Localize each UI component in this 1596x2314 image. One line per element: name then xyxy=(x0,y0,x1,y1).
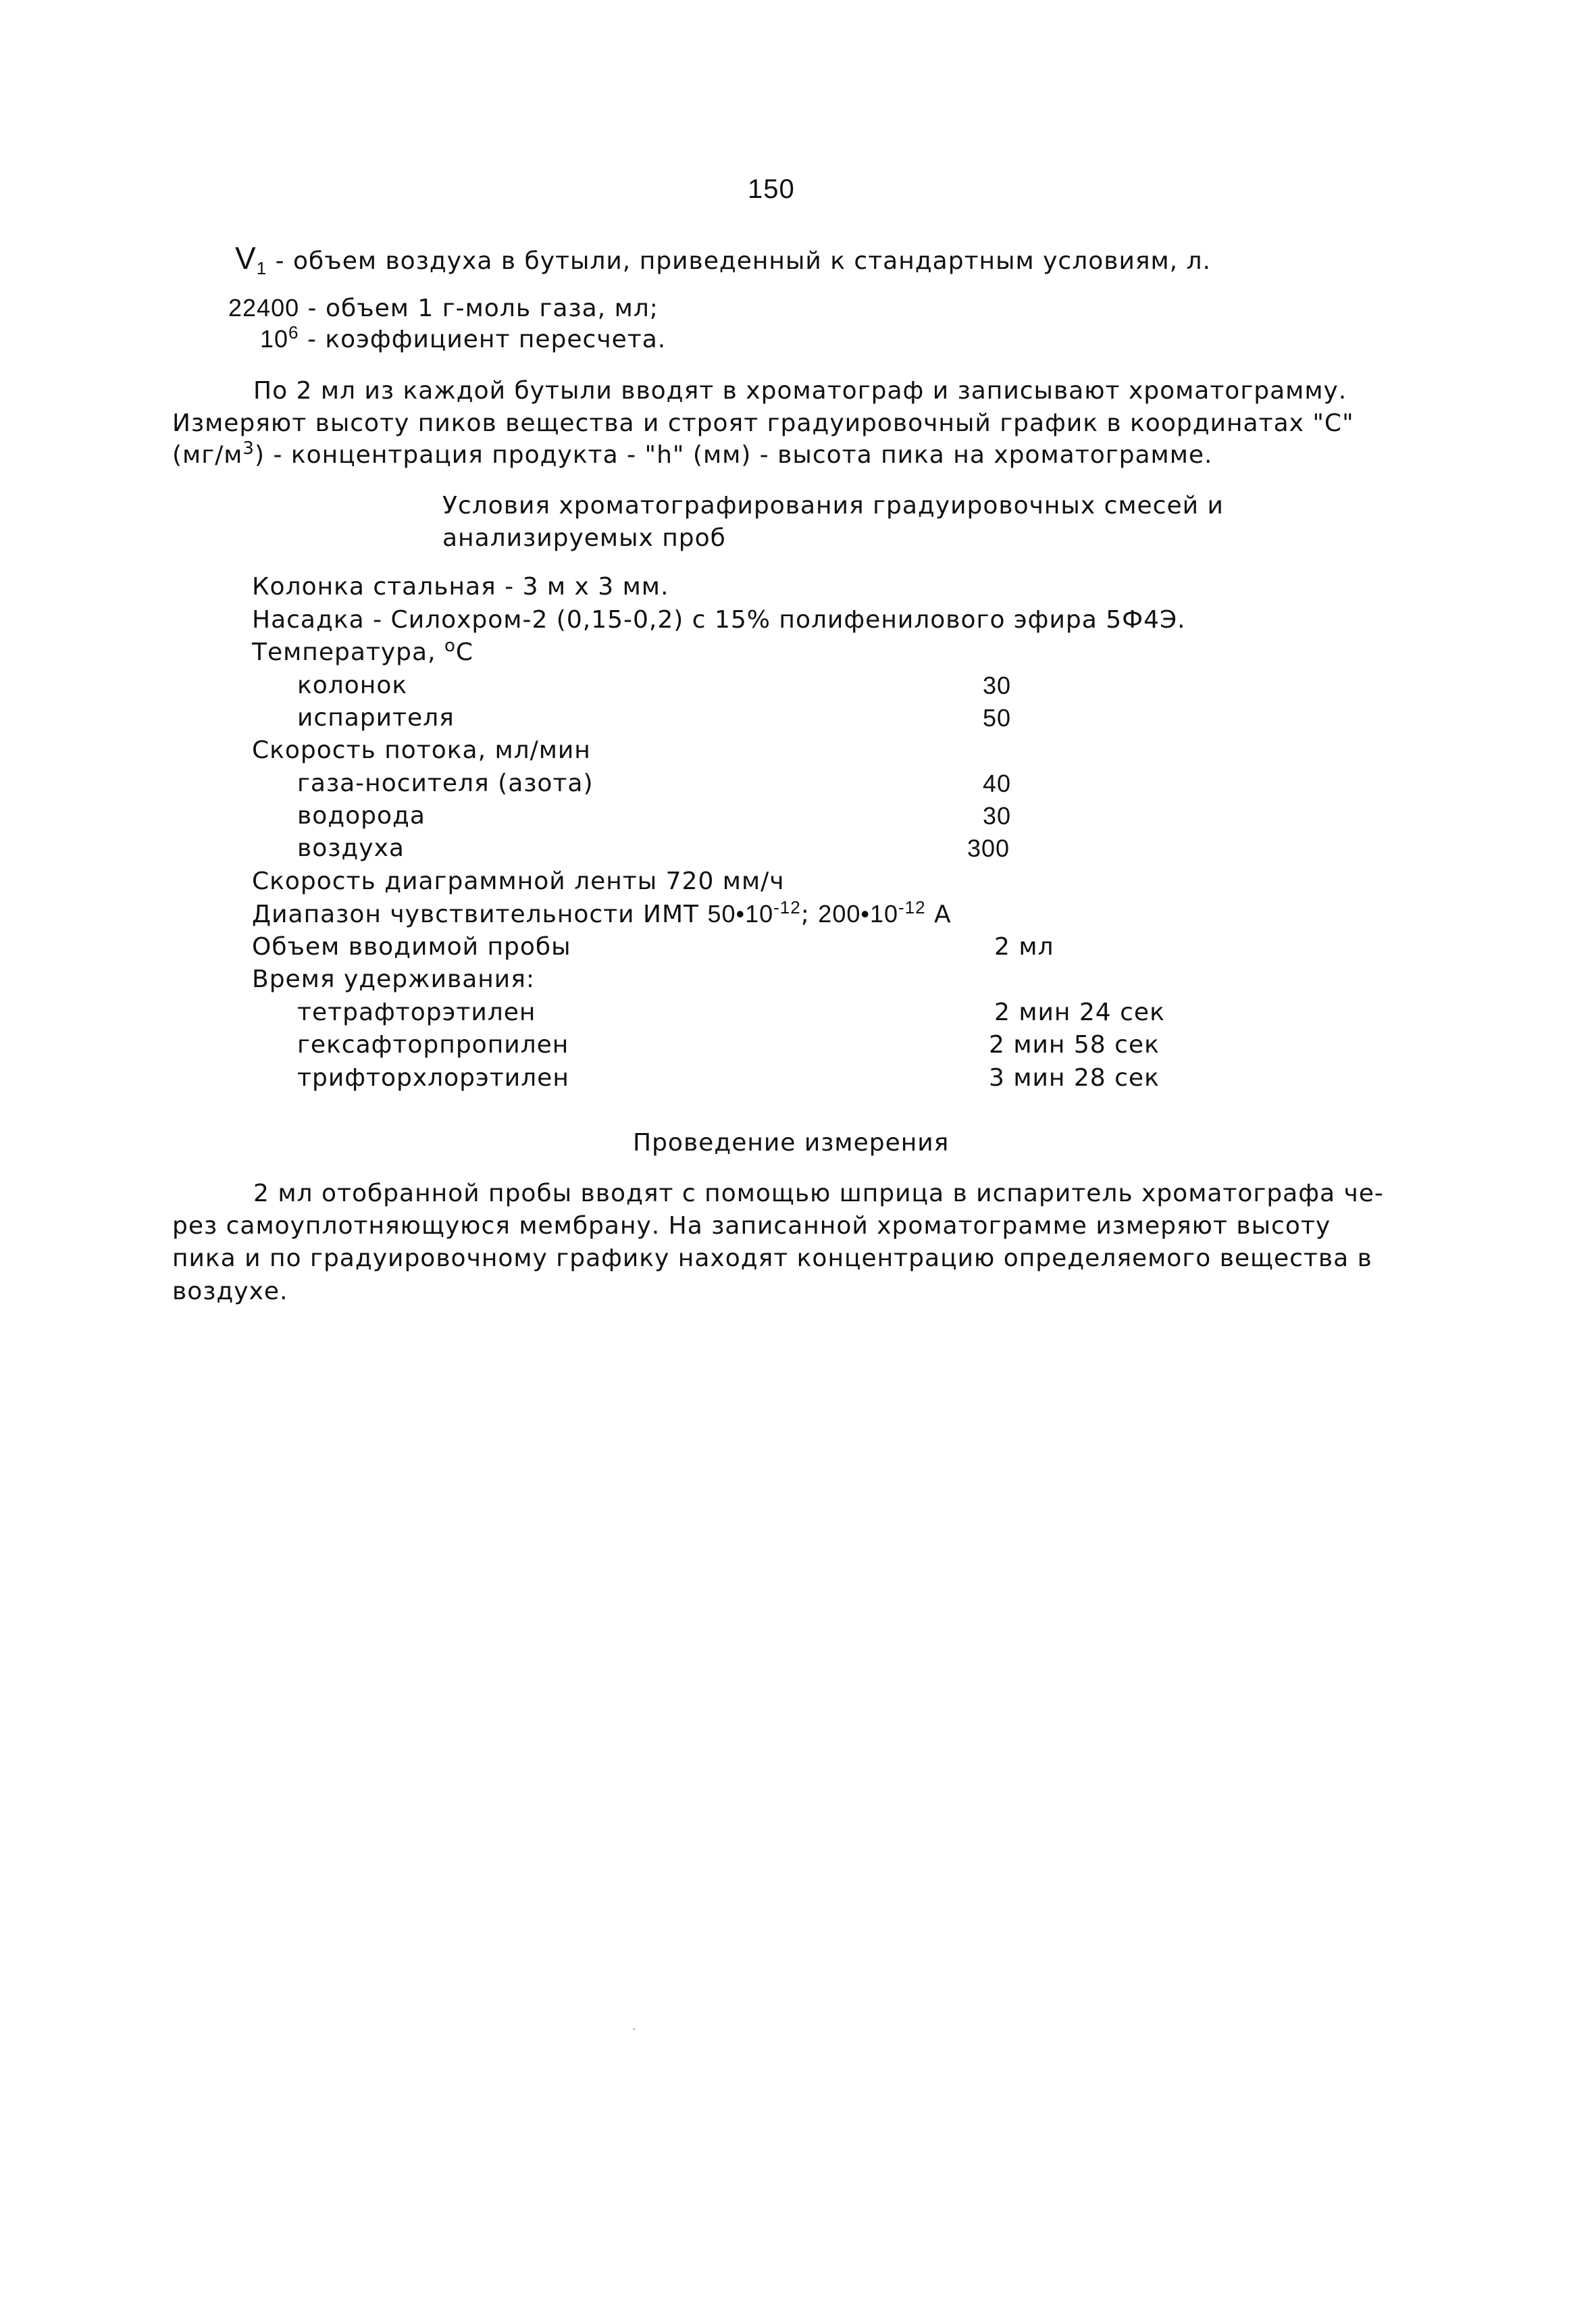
intro-line-3-start: (мг/м xyxy=(172,441,243,469)
definition-22400 xyxy=(228,293,659,324)
retention-ctfe-value: 3 мин 28 сек xyxy=(989,1064,1160,1092)
sensitivity-unit: А xyxy=(925,901,952,928)
definition-superscript: 6 xyxy=(288,322,299,343)
retention-tfe-label: тетрафторэтилен xyxy=(297,999,536,1026)
sensitivity-b-base: 200•10 xyxy=(818,900,899,928)
definition-symbol: 10 xyxy=(260,325,289,353)
temperature-unit: С xyxy=(455,638,474,666)
retention-label: Время удерживания: xyxy=(252,965,535,993)
sensitivity-label: Диапазон чувствительности ИМТ xyxy=(252,901,708,928)
definition-symbol: 22400 xyxy=(228,294,300,322)
flow-air-value: 300 xyxy=(967,834,1010,862)
sensitivity-line xyxy=(252,899,952,930)
intro-line-3-end: ) - концентрация продукта - "h" (мм) - высота пика на хроматограмме. xyxy=(254,441,1213,469)
flow-hydrogen-label: водорода xyxy=(297,802,426,830)
sensitivity-separator: ; xyxy=(800,901,819,928)
definition-10-6 xyxy=(260,324,666,355)
intro-superscript: 3 xyxy=(242,438,255,459)
temperature-label xyxy=(252,638,473,668)
flow-carrier-label: газа-носителя (азота) xyxy=(297,770,594,797)
sensitivity-b-exponent: -12 xyxy=(898,897,926,917)
retention-hfp-label: гексафторпропилен xyxy=(297,1031,569,1059)
sensitivity-a-base: 50•10 xyxy=(707,900,774,928)
flow-carrier-value: 40 xyxy=(983,770,1012,797)
intro-line-1: По 2 мл из каждой бутыли вводят в хроматограф и записывают хроматограмму. xyxy=(253,377,1347,405)
packing-line: Насадка - Силохром-2 (0,15-0,2) с 15% полифенилового эфира 5Ф4Э. xyxy=(252,606,1186,634)
temp-columns-value: 30 xyxy=(983,672,1012,699)
flow-air-label: воздуха xyxy=(297,834,405,862)
intro-line-2: Измеряют высоту пиков вещества и строят градуировочный график в координатах "С" xyxy=(172,409,1354,437)
definition-text: - коэффициент пересчета. xyxy=(299,326,667,353)
temperature-label-text: Температура, xyxy=(252,638,444,666)
retention-tfe-value: 2 мин 24 сек xyxy=(994,999,1165,1026)
definition-subscript: 1 xyxy=(256,258,267,279)
retention-hfp-value: 2 мин 58 сек xyxy=(989,1031,1160,1059)
flow-label: Скорость потока, мл/мин xyxy=(252,736,591,764)
sample-volume-value: 2 мл xyxy=(994,933,1054,961)
intro-line-3 xyxy=(172,438,1213,470)
measurement-line-4: воздухе. xyxy=(172,1278,288,1305)
definition-symbol: V xyxy=(235,241,257,276)
degree-superscript: о xyxy=(444,636,456,656)
flow-hydrogen-value: 30 xyxy=(983,802,1012,830)
temp-columns-label: колонок xyxy=(297,672,408,699)
tape-speed-line: Скорость диаграммной ленты 720 мм/ч xyxy=(252,867,785,895)
scan-speck xyxy=(633,2028,635,2030)
retention-ctfe-label: трифторхлорэтилен xyxy=(297,1064,569,1092)
measurement-heading: Проведение измерения xyxy=(633,1129,950,1157)
measurement-line-3: пика и по градуировочному графику находят концентрацию определяемого вещества в xyxy=(172,1244,1372,1272)
conditions-heading-line-2: анализируемых проб xyxy=(442,524,726,552)
column-line: Колонка стальная - 3 м x 3 мм. xyxy=(252,573,669,601)
sample-volume-label: Объем вводимой пробы xyxy=(252,933,571,961)
page-number: 150 xyxy=(748,174,795,204)
conditions-heading-line-1: Условия хроматографирования градуировочных смесей и xyxy=(442,492,1224,520)
definition-text: - объем 1 г-моль газа, мл; xyxy=(299,295,659,322)
definition-v1 xyxy=(235,241,1211,279)
measurement-line-1: 2 мл отобранной пробы вводят с помощью шприца в испаритель хроматографа че- xyxy=(253,1180,1384,1207)
temp-evaporator-value: 50 xyxy=(983,704,1012,732)
temp-evaporator-label: испарителя xyxy=(297,704,455,732)
measurement-line-2: рез самоуплотняющуюся мембрану. На записанной хроматограмме измеряют высоту xyxy=(172,1212,1331,1240)
sensitivity-a-exponent: -12 xyxy=(773,897,801,917)
definition-text: - объем воздуха в бутыли, приведенный к стандартным условиям, л. xyxy=(267,247,1211,275)
